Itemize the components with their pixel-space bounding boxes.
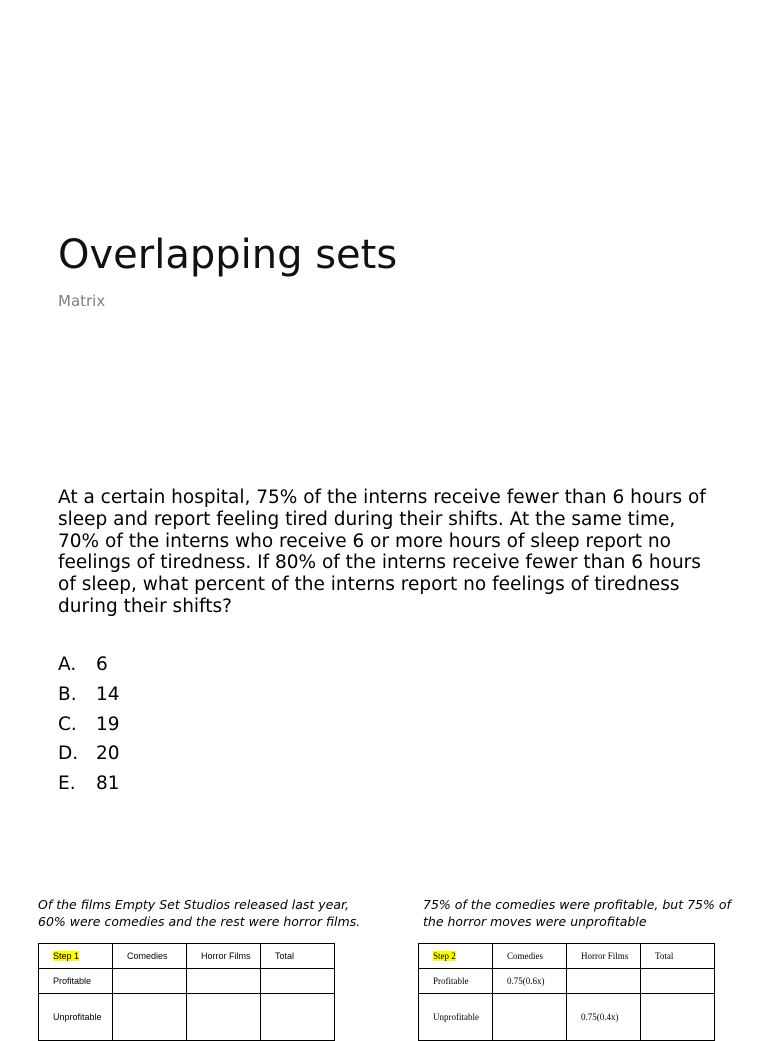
table-cell bbox=[641, 994, 715, 1041]
header-cell: Total bbox=[641, 944, 715, 969]
table-row bbox=[39, 969, 335, 994]
step-label-cell bbox=[39, 944, 113, 969]
table-cell bbox=[113, 969, 187, 994]
table-cell bbox=[261, 969, 335, 994]
row-label: Profitable bbox=[419, 969, 493, 994]
table-cell bbox=[187, 969, 261, 994]
table-row bbox=[39, 994, 335, 1041]
row-label: Unprofitable bbox=[419, 994, 493, 1041]
answer-choices bbox=[58, 650, 120, 799]
header-cell: Total bbox=[261, 944, 335, 969]
table-row bbox=[419, 994, 715, 1041]
table-cell bbox=[641, 969, 715, 994]
step-label: Step 2 bbox=[433, 951, 456, 961]
header-cell: Comedies bbox=[113, 944, 187, 969]
table-header-row bbox=[419, 944, 715, 969]
header-cell: Horror Films bbox=[187, 944, 261, 969]
table-cell: 0.75(0.4x) bbox=[567, 994, 641, 1041]
choice-d: D. 20 bbox=[58, 743, 120, 765]
table-row bbox=[419, 969, 715, 994]
slide-title: Overlapping sets bbox=[58, 232, 398, 278]
header-cell: Comedies bbox=[493, 944, 567, 969]
right-note: 75% of the comedies were profitable, but 75% of the horror moves were unprofitable bbox=[423, 897, 731, 929]
step-label: Step 1 bbox=[53, 951, 80, 961]
choice-c: C. 19 bbox=[58, 713, 120, 735]
table-header-row bbox=[39, 944, 335, 969]
choice-b: B. 14 bbox=[58, 683, 120, 705]
row-label: Unprofitable bbox=[39, 994, 113, 1041]
step-label-cell bbox=[419, 944, 493, 969]
table-cell bbox=[187, 994, 261, 1041]
question-text: At a certain hospital, 75% of the interns receive fewer than 6 hours of sleep and report feeling tired during their shifts. At the same time, 70% of the interns who receive 6 or more hours of sleep report no feelings of tiredness. If 80% of the interns receive fewer than 6 hours of sleep, what percent of the interns report no feelings of tiredness during their shifts? bbox=[58, 487, 706, 617]
table-cell: 0.75(0.6x) bbox=[493, 969, 567, 994]
table-cell bbox=[567, 969, 641, 994]
left-note: Of the films Empty Set Studios released last year, 60% were comedies and the rest were horror films. bbox=[38, 897, 361, 929]
header-cell: Horror Films bbox=[567, 944, 641, 969]
table-cell bbox=[113, 994, 187, 1041]
row-label: Profitable bbox=[39, 969, 113, 994]
step1-matrix-table bbox=[38, 943, 335, 1041]
slide-subtitle: Matrix bbox=[58, 292, 106, 310]
choice-e: E. 81 bbox=[58, 773, 120, 795]
choice-a: A. 6 bbox=[58, 654, 108, 675]
table-cell bbox=[261, 994, 335, 1041]
table-cell bbox=[493, 994, 567, 1041]
step2-matrix-table bbox=[418, 943, 715, 1041]
